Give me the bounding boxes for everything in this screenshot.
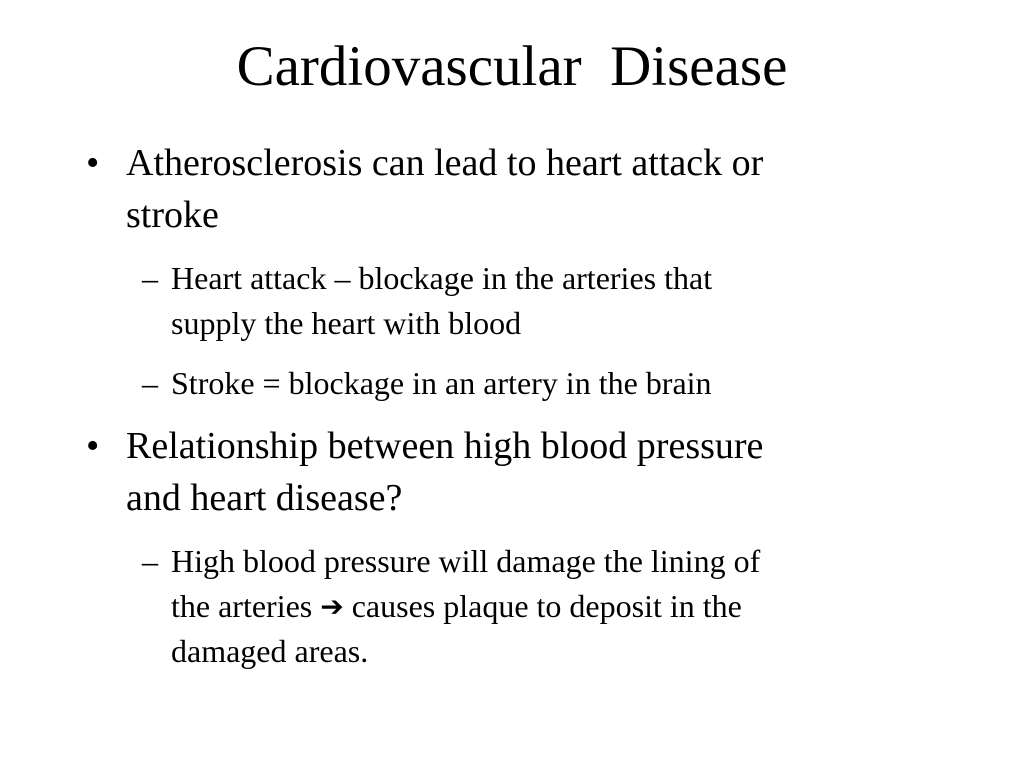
bullet-marker: •: [86, 425, 100, 467]
sub-bullet-heart-attack: [142, 256, 713, 346]
sub-bullet-damage: [142, 539, 761, 674]
bullet-line: Relationship between high blood pressure: [126, 425, 764, 467]
bullet-line: stroke: [126, 194, 219, 236]
slide-title: Cardiovascular Disease: [236, 35, 788, 98]
sub-bullet-line: High blood pressure will damage the lining of: [171, 543, 761, 579]
right-arrow-icon: ➔: [320, 590, 344, 623]
sub-bullet-line: supply the heart with blood: [171, 305, 522, 341]
sub-bullet-stroke: [142, 361, 712, 406]
sub-bullet-line: Heart attack – blockage in the arteries that: [171, 260, 713, 296]
bullet-marker: •: [86, 142, 100, 184]
dash-marker: –: [142, 543, 158, 579]
dash-marker: –: [142, 260, 158, 296]
dash-marker: –: [142, 365, 158, 401]
sub-bullet-line: damaged areas.: [171, 633, 369, 669]
sub-bullet-line-with-arrow: [171, 584, 760, 629]
bullet-line: Atherosclerosis can lead to heart attack or: [126, 142, 764, 184]
text-before-arrow: the arteries: [171, 588, 321, 624]
text-after-arrow: causes plaque to deposit in the: [343, 588, 742, 624]
sub-bullet-line: Stroke = blockage in an artery in the brain: [171, 365, 712, 401]
bullet-line: and heart disease?: [126, 477, 403, 519]
bullet-atherosclerosis: [86, 137, 764, 241]
bullet-blood-pressure: [86, 420, 764, 524]
